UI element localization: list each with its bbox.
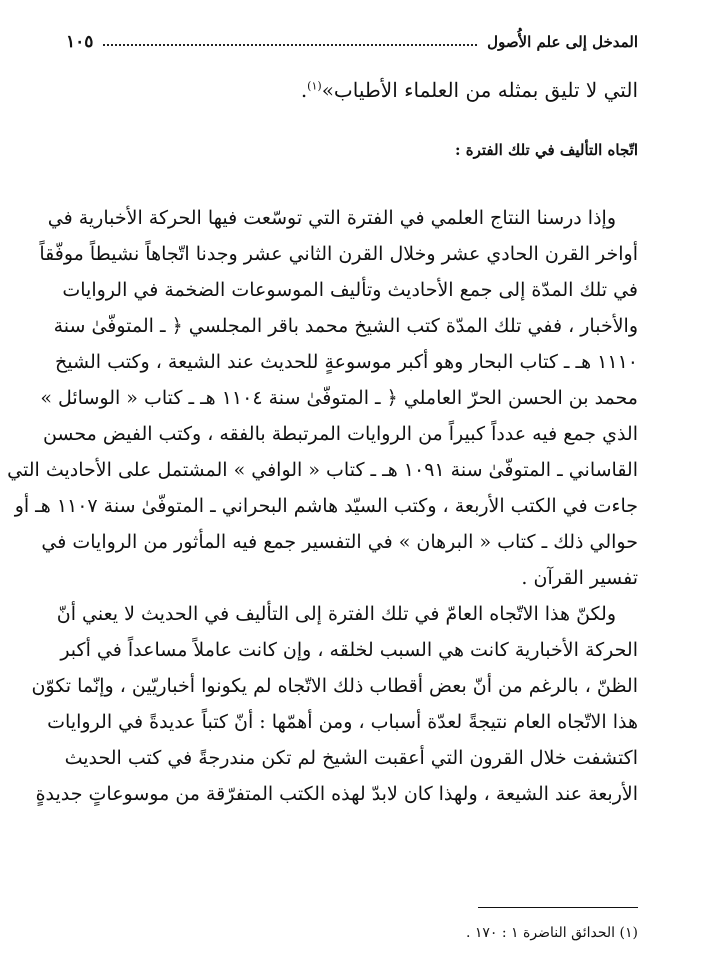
header-dot-leader	[103, 44, 477, 46]
page-number: ١٠٥	[66, 32, 94, 52]
paragraph-line: اكتشفت خلال القرون التي أعقبت الشيخ لم تكن مندرجةً في كتب الحديث	[64, 747, 638, 769]
running-header	[66, 30, 638, 54]
continuation-end: .	[300, 78, 308, 102]
paragraph-line: الحركة الأخبارية كانت هي السبب لخلقه ، وإن كانت عاملاً مساعداً في أكبر	[60, 639, 638, 661]
paragraph-line: وإذا درسنا النتاج العلمي في الفترة التي توسّعت فيها الحركة الأخبارية في	[47, 207, 616, 229]
paragraph-line: القاساني ـ المتوفّىٰ سنة ١٠٩١ هـ ـ كتاب « الوافي » المشتمل على الأحاديث التي	[7, 459, 638, 481]
paragraph-line: ١١١٠ هـ ـ كتاب البحار وهو أكبر موسوعةٍ للحديث عند الشيعة ، وكتب الشيخ	[55, 351, 638, 373]
paragraph-line: ولكنّ هذا الاتّجاه العامّ في تلك الفترة إلى التأليف في الحديث لا يعني أنّ	[56, 603, 616, 625]
paragraph-line: الظنّ ، بالرغم من أنّ بعض أقطاب ذلك الاتّجاه لم يكونوا أخباريّين ، وإنّما تكوّن	[31, 675, 638, 697]
paragraph-line: في تلك المدّة إلى جمع الأحاديث وتأليف الموسوعات الضخمة في الروايات	[62, 279, 638, 301]
footnote: (١) الحدائق الناضرة ١ : ١٧٠ .	[465, 925, 638, 941]
paragraph-line: محمد بن الحسن الحرّ العاملي ﴿ ـ المتوفّىٰ سنة ١١٠٤ هـ ـ كتاب « الوسائل »	[40, 387, 638, 409]
paragraph-line: الذي جمع فيه عدداً كبيراً من الروايات المرتبطة بالفقه ، وكتب الفيض محسن	[42, 423, 638, 445]
footnote-divider	[478, 907, 638, 908]
running-header-title: المدخل إلى علم الأُصول	[487, 33, 638, 51]
continuation-line	[301, 78, 638, 102]
footnote-reference: (١)	[307, 79, 322, 93]
paragraph-line: هذا الاتّجاه العام نتيجةً لعدّة أسباب ، ومن أهمّها : أنّ كتباً عديدةً في الروايات	[47, 711, 638, 733]
section-heading: اتّجاه التأليف في تلك الفترة :	[454, 141, 638, 159]
paragraph-line: جاءت في الكتب الأربعة ، وكتب السيّد هاشم البحراني ـ المتوفّىٰ سنة ١١٠٧ هـ أو	[14, 495, 638, 517]
paragraph-line: الأربعة عند الشيعة ، ولهذا كان لابدّ لهذه الكتب المتفرّقة من موسوعاتٍ جديدةٍ	[35, 783, 638, 805]
paragraph-line: تفسير القرآن .	[521, 567, 638, 589]
paragraph-line: أواخر القرن الحادي عشر وخلال القرن الثاني عشر وجدنا اتّجاهاً نشيطاً موفّقاً	[39, 243, 638, 265]
continuation-text: التي لا تليق بمثله من العلماء الأطياب»	[321, 78, 638, 102]
paragraph-line: حوالي ذلك ـ كتاب « البرهان » في التفسير جمع فيه المأثور من الروايات في	[41, 531, 638, 553]
paragraph-line: والأخبار ، ففي تلك المدّة كتب الشيخ محمد باقر المجلسي ﴿ ـ المتوفّىٰ سنة	[53, 315, 638, 337]
